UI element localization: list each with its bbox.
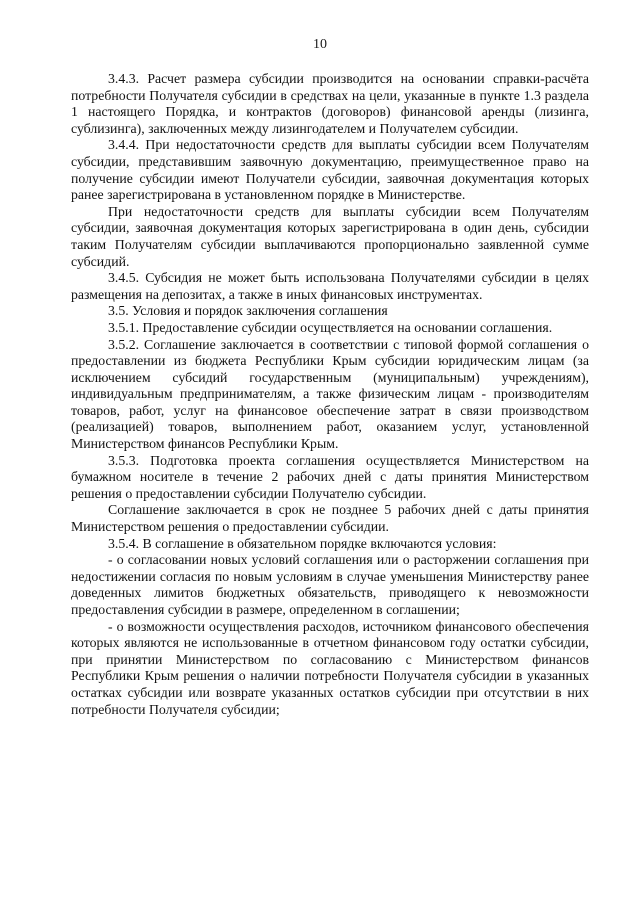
paragraph-3-5-4: 3.5.4. В соглашение в обязательном порядке включаются условия: [108,535,497,551]
list-item-condition-2: - о возможности осуществления расходов, источником финансового обеспечения которых являются не использованные в отчетном финансовом году остатки субсидии, при принятии Министерством по согласованию с Министерством финансов Республики Крым решения о наличии потребности Получателя субсидии в указанных остатках субсидии или возврате указанных остатков субсидии при отсутствии в них потребности Получателя субсидии; [71,618,589,717]
paragraph-3-5-2: 3.5.2. Соглашение заключается в соответствии с типовой формой соглашения о предоставлении из бюджета Республики Крым субсидии юридическим лицам (за исключением субсидий государственным (муниципальным) учреждениям), индивидуальным предпринимателям, а также физическим лицам - производителям товаров, работ, услуг на финансовое обеспечение затрат в связи производством (реализацией) товаров, выполнением работ, оказанием услуг, установленной Министерством финансов Республики Крым. [71,336,589,452]
section-heading-3-5: 3.5. Условия и порядок заключения соглашения [108,303,388,319]
paragraph-3-4-5: 3.4.5. Субсидия не может быть использована Получателями субсидии в целях размещения на депозитах, а также в иных финансовых инструментах. [71,270,589,302]
paragraph-3-4-4-continued: При недостаточности средств для выплаты субсидии всем Получателям субсидии, заявочная документация которых зарегистрирована в один день, субсидии таким Получателям субсидии выплачиваются пропорционально заявленной сумме субсидий. [71,203,589,269]
list-item-condition-1: - о согласовании новых условий соглашения или о расторжении соглашения при недостижении согласия по новым условиям в случае уменьшения Министерству ранее доведенных лимитов бюджетных обязательств, приводящего к невозможности предоставления субсидии в размере, определенном в соглашении; [71,552,589,617]
page-number: 10 [313,37,327,52]
paragraph-3-5-3: 3.5.3. Подготовка проекта соглашения осуществляется Министерством на бумажном носителе в течение 2 рабочих дней с даты принятия Министерством решения о предоставлении субсидии Получателю субсидии. [71,452,589,501]
paragraph-3-4-3: 3.4.3. Расчет размера субсидии производится на основании справки-расчёта потребности Получателя субсидии в средствах на цели, указанные в пункте 1.3 раздела 1 настоящего Порядка, и контрактов (договоров) финансовой аренды (лизинга, сублизинга), заключенных между лизингодателем и Получателем субсидии. [71,71,589,136]
document-body [71,71,589,718]
paragraph-3-5-1: 3.5.1. Предоставление субсидии осуществляется на основании соглашения. [108,319,553,335]
paragraph-3-4-4: 3.4.4. При недостаточности средств для выплаты субсидии всем Получателям субсидии, представившим заявочную документацию, преимущественное право на получение субсидии имеют Получатели субсидии, заявочная документация которых ранее зарегистрирована в установленном порядке в Министерстве. [71,137,589,203]
paragraph-3-5-3-continued: Соглашение заключается в срок не позднее 5 рабочих дней с даты принятия Министерством решения о предоставлении субсидии. [71,502,589,535]
